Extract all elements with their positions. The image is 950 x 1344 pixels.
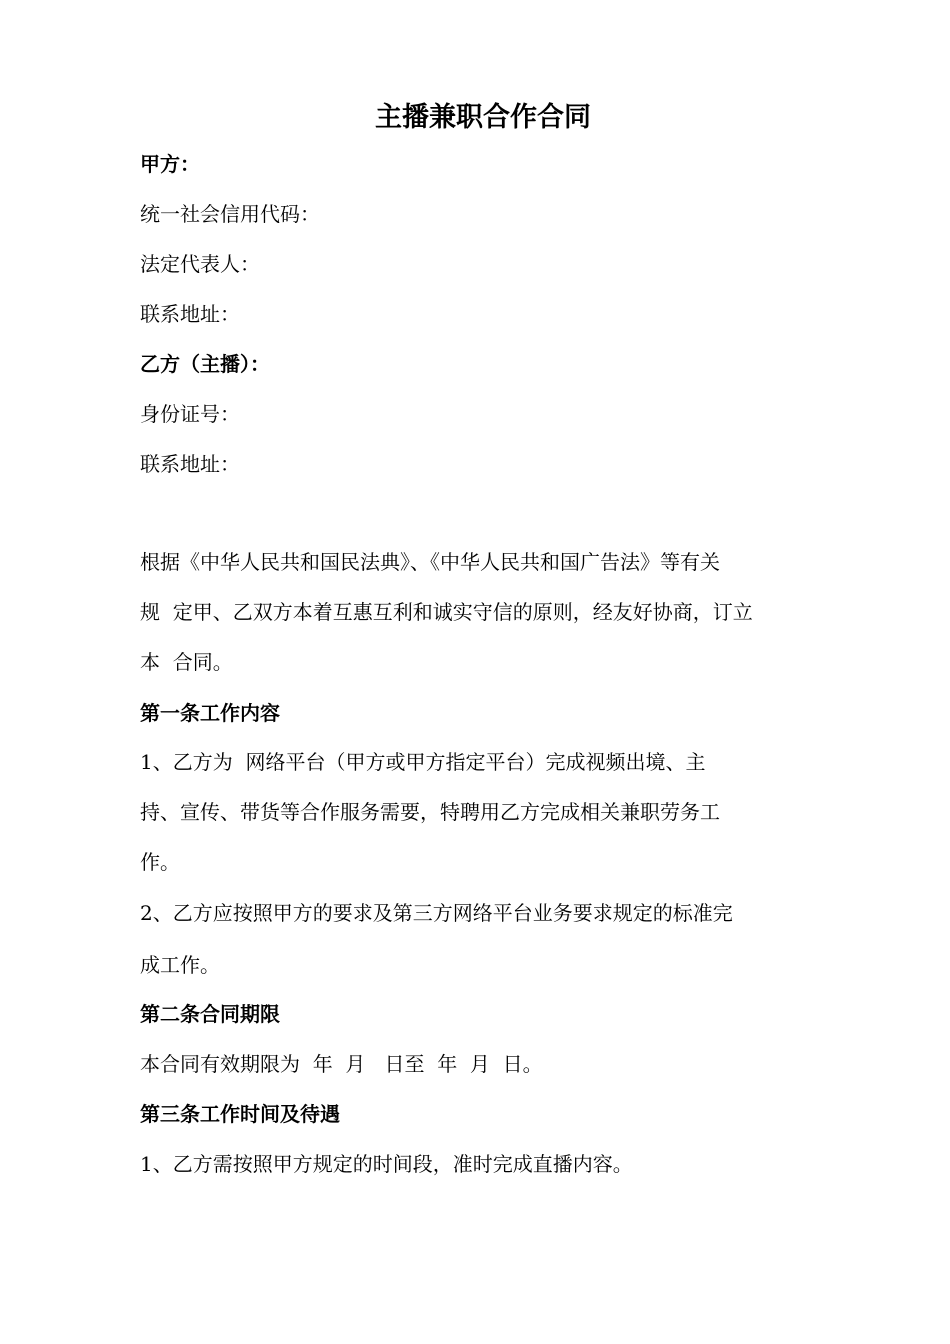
article3-item1: 1、乙方需按照甲方规定的时间段，准时完成直播内容。 <box>140 1152 633 1176</box>
party-b-address-label: 联系地址： <box>140 452 240 476</box>
preamble-line: 规 定甲、乙双方本着互惠互利和诚实守信的原则，经友好协商，订立 <box>140 600 753 624</box>
article1-item2-line: 2、乙方应按照甲方的要求及第三方网络平台业务要求规定的标准完 <box>140 901 733 925</box>
article1-item2-line: 成工作。 <box>140 953 220 977</box>
article1-item1-line: 持、宣传、带货等合作服务需要，特聘用乙方完成相关兼职劳务工 <box>140 800 720 824</box>
article2-heading: 第二条合同期限 <box>140 1002 280 1026</box>
article2-text: 本合同有效期限为 年 月 日至 年 月 日。 <box>140 1052 543 1076</box>
article3-heading: 第三条工作时间及待遇 <box>140 1102 340 1126</box>
article1-heading: 第一条工作内容 <box>140 701 280 725</box>
article1-item1-line: 作。 <box>140 850 180 874</box>
party-b-heading: 乙方（主播）： <box>140 352 270 376</box>
party-b-id-label: 身份证号： <box>140 402 240 426</box>
party-a-heading: 甲方： <box>140 152 200 176</box>
preamble-line: 本 合同。 <box>140 650 233 674</box>
party-a-credit-code-label: 统一社会信用代码： <box>140 202 320 226</box>
party-a-legal-rep-label: 法定代表人： <box>140 252 260 276</box>
party-a-address-label: 联系地址： <box>140 302 240 326</box>
document-title: 主播兼职合作合同 <box>375 102 591 133</box>
preamble-line: 根据《中华人民共和国民法典》、《中华人民共和国广告法》等有关 <box>140 550 720 574</box>
article1-item1-line: 1、乙方为 网络平台（甲方或甲方指定平台）完成视频出境、主 <box>140 750 706 774</box>
